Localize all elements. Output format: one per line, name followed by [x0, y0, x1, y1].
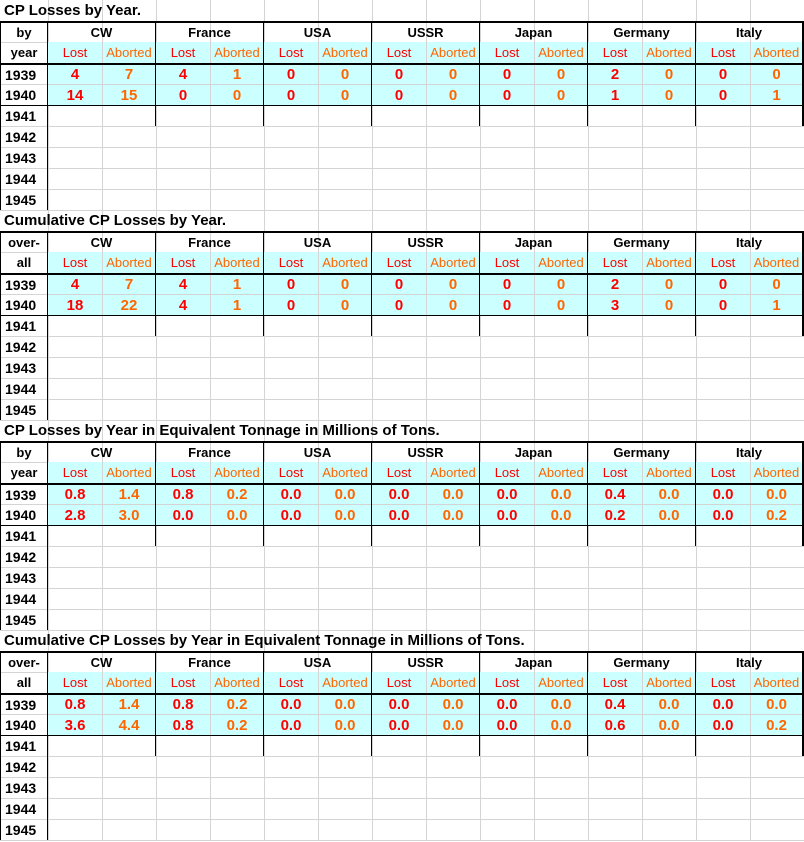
aborted-value: 7	[103, 65, 155, 84]
lost-header: Lost	[264, 42, 318, 63]
aborted-value: 0.2	[211, 715, 263, 735]
aborted-value: 0.0	[535, 695, 587, 714]
aborted-header: Aborted	[535, 672, 587, 693]
lost-header: Lost	[156, 42, 210, 63]
lost-header: Lost	[588, 42, 642, 63]
aborted-value: 0.0	[535, 485, 587, 504]
lost-value: 0.6	[588, 715, 642, 735]
lost-value: 0.8	[156, 695, 210, 714]
lost-value: 0	[480, 275, 534, 294]
column-header-bottom: year	[10, 45, 38, 60]
section-title: Cumulative CP Losses by Year.	[4, 212, 227, 229]
year-label: 1941	[5, 738, 37, 754]
aborted-value: 0.0	[751, 695, 802, 714]
lost-header: Lost	[48, 672, 102, 693]
year-label: 1943	[5, 570, 37, 586]
column-header-top: by	[16, 445, 32, 460]
lost-value: 0	[696, 275, 750, 294]
lost-value: 0	[264, 85, 318, 105]
aborted-header: Aborted	[427, 42, 479, 63]
lost-value: 0.2	[588, 505, 642, 525]
lost-value: 0.0	[372, 485, 426, 504]
nation-header: USSR	[407, 655, 444, 670]
nation-header: USA	[303, 445, 332, 460]
aborted-value: 0.0	[427, 485, 479, 504]
aborted-value: 0.0	[643, 695, 695, 714]
aborted-header: Aborted	[319, 462, 371, 483]
table-border	[0, 735, 804, 736]
aborted-value: 0	[751, 275, 802, 294]
aborted-header: Aborted	[751, 42, 802, 63]
year-label: 1939	[5, 276, 37, 293]
table-section	[0, 0, 804, 210]
nation-header: USA	[303, 655, 332, 670]
year-label: 1943	[5, 360, 37, 376]
nation-header: CW	[90, 655, 113, 670]
aborted-value: 0	[427, 275, 479, 294]
year-label: 1939	[5, 66, 37, 83]
aborted-header: Aborted	[319, 42, 371, 63]
lost-value: 0.0	[696, 715, 750, 735]
lost-value: 0	[480, 295, 534, 315]
year-label: 1940	[5, 87, 37, 103]
aborted-value: 0.0	[427, 715, 479, 735]
lost-value: 0.0	[372, 695, 426, 714]
year-label: 1940	[5, 297, 37, 313]
aborted-header: Aborted	[103, 252, 155, 273]
nation-header: CW	[90, 235, 113, 250]
aborted-value: 0	[643, 85, 695, 105]
gridline	[0, 357, 804, 358]
aborted-header: Aborted	[427, 462, 479, 483]
year-label: 1942	[5, 339, 37, 355]
lost-header: Lost	[696, 42, 750, 63]
aborted-value: 0	[427, 85, 479, 105]
lost-value: 4	[156, 275, 210, 294]
lost-header: Lost	[372, 462, 426, 483]
aborted-value: 0	[319, 275, 371, 294]
year-label: 1942	[5, 129, 37, 145]
aborted-value: 0	[535, 275, 587, 294]
aborted-value: 0.0	[643, 715, 695, 735]
gridline	[0, 399, 804, 400]
column-header-top: by	[16, 25, 32, 40]
column-header-bottom: year	[10, 465, 38, 480]
lost-value: 0	[372, 85, 426, 105]
lost-value: 0.0	[480, 695, 534, 714]
aborted-value: 0	[643, 295, 695, 315]
lost-value: 0.0	[264, 695, 318, 714]
lost-value: 0	[696, 85, 750, 105]
nation-header: France	[188, 25, 231, 40]
year-label: 1941	[5, 108, 37, 124]
table-border	[0, 105, 804, 106]
aborted-value: 22	[103, 295, 155, 315]
gridline	[0, 378, 804, 379]
aborted-value: 1	[211, 65, 263, 84]
lost-value: 0	[372, 65, 426, 84]
year-label: 1943	[5, 150, 37, 166]
lost-value: 0	[372, 295, 426, 315]
aborted-value: 0.2	[751, 505, 802, 525]
aborted-value: 0.0	[319, 715, 371, 735]
lost-value: 0.8	[48, 485, 102, 504]
lost-header: Lost	[480, 462, 534, 483]
year-label: 1945	[5, 612, 37, 628]
lost-header: Lost	[480, 252, 534, 273]
lost-value: 14	[48, 85, 102, 105]
lost-value: 0	[264, 295, 318, 315]
year-label: 1944	[5, 801, 37, 817]
aborted-value: 0	[535, 65, 587, 84]
gridline	[0, 756, 804, 757]
aborted-header: Aborted	[751, 252, 802, 273]
column-header-top: over-	[8, 655, 40, 670]
column-header-bottom: all	[16, 675, 32, 690]
aborted-value: 0.0	[319, 695, 371, 714]
lost-header: Lost	[48, 462, 102, 483]
lost-header: Lost	[696, 252, 750, 273]
lost-value: 0	[156, 85, 210, 105]
gridline	[0, 777, 804, 778]
lost-value: 0.8	[156, 715, 210, 735]
gridline	[0, 168, 804, 169]
aborted-header: Aborted	[103, 462, 155, 483]
aborted-value: 0.2	[751, 715, 802, 735]
aborted-value: 0.0	[427, 695, 479, 714]
lost-header: Lost	[372, 42, 426, 63]
lost-value: 0.0	[264, 505, 318, 525]
lost-value: 0.0	[372, 505, 426, 525]
nation-header: Germany	[613, 235, 670, 250]
lost-header: Lost	[264, 252, 318, 273]
lost-value: 2	[588, 275, 642, 294]
lost-header: Lost	[696, 462, 750, 483]
table-section	[0, 630, 804, 840]
lost-header: Lost	[696, 672, 750, 693]
section-title: Cumulative CP Losses by Year in Equivalent Tonnage in Millions of Tons.	[4, 632, 525, 649]
nation-header: Japan	[514, 25, 553, 40]
lost-header: Lost	[264, 672, 318, 693]
year-label: 1944	[5, 381, 37, 397]
lost-value: 0.0	[372, 715, 426, 735]
aborted-value: 1	[751, 85, 802, 105]
lost-value: 4	[48, 275, 102, 294]
lost-header: Lost	[588, 252, 642, 273]
lost-value: 0.0	[696, 485, 750, 504]
aborted-header: Aborted	[535, 42, 587, 63]
lost-header: Lost	[480, 42, 534, 63]
nation-header: CW	[90, 445, 113, 460]
aborted-value: 3.0	[103, 505, 155, 525]
nation-header: Japan	[514, 445, 553, 460]
table-border	[0, 315, 804, 316]
lost-header: Lost	[48, 42, 102, 63]
aborted-value: 0.2	[211, 695, 263, 714]
column-header-top: over-	[8, 235, 40, 250]
aborted-value: 0.0	[751, 485, 802, 504]
gridline	[0, 840, 804, 841]
aborted-value: 0	[211, 85, 263, 105]
gridline	[0, 588, 804, 589]
lost-header: Lost	[48, 252, 102, 273]
lost-value: 3	[588, 295, 642, 315]
lost-header: Lost	[156, 672, 210, 693]
aborted-value: 15	[103, 85, 155, 105]
gridline	[0, 819, 804, 820]
aborted-value: 0.0	[535, 715, 587, 735]
nation-header: Italy	[735, 235, 762, 250]
aborted-value: 0.0	[643, 505, 695, 525]
year-label: 1939	[5, 696, 37, 713]
aborted-value: 0	[535, 295, 587, 315]
lost-header: Lost	[156, 462, 210, 483]
column-header-bottom: all	[16, 255, 32, 270]
year-label: 1940	[5, 717, 37, 733]
lost-value: 0	[264, 65, 318, 84]
nation-header: France	[188, 235, 231, 250]
lost-value: 0.0	[264, 715, 318, 735]
lost-header: Lost	[372, 252, 426, 273]
aborted-value: 1.4	[103, 485, 155, 504]
nation-header: Japan	[514, 235, 553, 250]
nation-header: USSR	[407, 445, 444, 460]
aborted-header: Aborted	[535, 462, 587, 483]
aborted-value: 0.0	[319, 505, 371, 525]
lost-value: 0	[696, 65, 750, 84]
aborted-value: 0.2	[211, 485, 263, 504]
nation-header: Italy	[735, 25, 762, 40]
year-label: 1939	[5, 486, 37, 503]
nation-header: USA	[303, 25, 332, 40]
aborted-header: Aborted	[643, 462, 695, 483]
lost-header: Lost	[480, 672, 534, 693]
lost-value: 0.0	[480, 505, 534, 525]
aborted-value: 0.0	[535, 505, 587, 525]
gridline	[0, 189, 804, 190]
aborted-value: 0	[427, 65, 479, 84]
lost-value: 0.8	[156, 485, 210, 504]
year-label: 1942	[5, 759, 37, 775]
nation-header: Italy	[735, 655, 762, 670]
gridline	[0, 126, 804, 127]
aborted-value: 0.0	[643, 485, 695, 504]
lost-value: 0.0	[480, 715, 534, 735]
aborted-value: 0	[319, 65, 371, 84]
year-label: 1944	[5, 591, 37, 607]
nation-header: Germany	[613, 25, 670, 40]
year-label: 1943	[5, 780, 37, 796]
year-label: 1940	[5, 507, 37, 523]
lost-value: 0.4	[588, 695, 642, 714]
nation-header: Japan	[514, 655, 553, 670]
year-label: 1945	[5, 402, 37, 418]
nation-header: USSR	[407, 235, 444, 250]
lost-value: 0.0	[696, 695, 750, 714]
aborted-header: Aborted	[211, 252, 263, 273]
nation-header: USA	[303, 235, 332, 250]
aborted-header: Aborted	[319, 252, 371, 273]
aborted-value: 0	[319, 85, 371, 105]
aborted-value: 0	[751, 65, 802, 84]
aborted-header: Aborted	[427, 252, 479, 273]
lost-value: 1	[588, 85, 642, 105]
lost-header: Lost	[588, 462, 642, 483]
aborted-value: 7	[103, 275, 155, 294]
nation-header: Germany	[613, 445, 670, 460]
table-section	[0, 210, 804, 420]
gridline	[0, 546, 804, 547]
aborted-header: Aborted	[211, 42, 263, 63]
aborted-value: 0.0	[427, 505, 479, 525]
aborted-header: Aborted	[751, 462, 802, 483]
lost-value: 3.6	[48, 715, 102, 735]
aborted-header: Aborted	[211, 462, 263, 483]
aborted-value: 1.4	[103, 695, 155, 714]
lost-value: 4	[156, 65, 210, 84]
lost-value: 0	[264, 275, 318, 294]
table-section	[0, 420, 804, 630]
table-border	[0, 525, 804, 526]
nation-header: USSR	[407, 25, 444, 40]
lost-header: Lost	[372, 672, 426, 693]
aborted-header: Aborted	[643, 672, 695, 693]
lost-value: 2	[588, 65, 642, 84]
gridline	[0, 336, 804, 337]
lost-value: 2.8	[48, 505, 102, 525]
lost-header: Lost	[156, 252, 210, 273]
aborted-header: Aborted	[103, 42, 155, 63]
gridline	[0, 798, 804, 799]
aborted-value: 4.4	[103, 715, 155, 735]
year-label: 1945	[5, 192, 37, 208]
lost-value: 0.0	[480, 485, 534, 504]
year-label: 1942	[5, 549, 37, 565]
section-title: CP Losses by Year.	[4, 2, 142, 19]
aborted-value: 0.0	[211, 505, 263, 525]
year-label: 1945	[5, 822, 37, 838]
lost-value: 0	[696, 295, 750, 315]
aborted-header: Aborted	[751, 672, 802, 693]
lost-value: 0	[480, 85, 534, 105]
section-title: CP Losses by Year in Equivalent Tonnage in Millions of Tons.	[4, 422, 440, 439]
gridline	[0, 147, 804, 148]
aborted-header: Aborted	[535, 252, 587, 273]
lost-value: 0.8	[48, 695, 102, 714]
aborted-header: Aborted	[427, 672, 479, 693]
aborted-header: Aborted	[319, 672, 371, 693]
year-label: 1944	[5, 171, 37, 187]
lost-value: 0.0	[696, 505, 750, 525]
lost-value: 0.0	[156, 505, 210, 525]
lost-value: 4	[48, 65, 102, 84]
aborted-header: Aborted	[103, 672, 155, 693]
aborted-header: Aborted	[211, 672, 263, 693]
lost-value: 4	[156, 295, 210, 315]
aborted-value: 0	[643, 65, 695, 84]
nation-header: France	[188, 445, 231, 460]
nation-header: Germany	[613, 655, 670, 670]
aborted-value: 0	[535, 85, 587, 105]
aborted-value: 0	[427, 295, 479, 315]
nation-header: CW	[90, 25, 113, 40]
aborted-value: 1	[751, 295, 802, 315]
lost-header: Lost	[264, 462, 318, 483]
nation-header: Italy	[735, 445, 762, 460]
nation-header: France	[188, 655, 231, 670]
aborted-header: Aborted	[643, 252, 695, 273]
lost-value: 0	[480, 65, 534, 84]
aborted-value: 0	[319, 295, 371, 315]
aborted-value: 1	[211, 295, 263, 315]
lost-header: Lost	[588, 672, 642, 693]
year-label: 1941	[5, 528, 37, 544]
gridline	[0, 609, 804, 610]
lost-value: 0.0	[264, 485, 318, 504]
lost-value: 18	[48, 295, 102, 315]
aborted-value: 1	[211, 275, 263, 294]
aborted-value: 0.0	[319, 485, 371, 504]
lost-value: 0.4	[588, 485, 642, 504]
aborted-value: 0	[643, 275, 695, 294]
lost-value: 0	[372, 275, 426, 294]
aborted-header: Aborted	[643, 42, 695, 63]
year-label: 1941	[5, 318, 37, 334]
gridline	[0, 567, 804, 568]
